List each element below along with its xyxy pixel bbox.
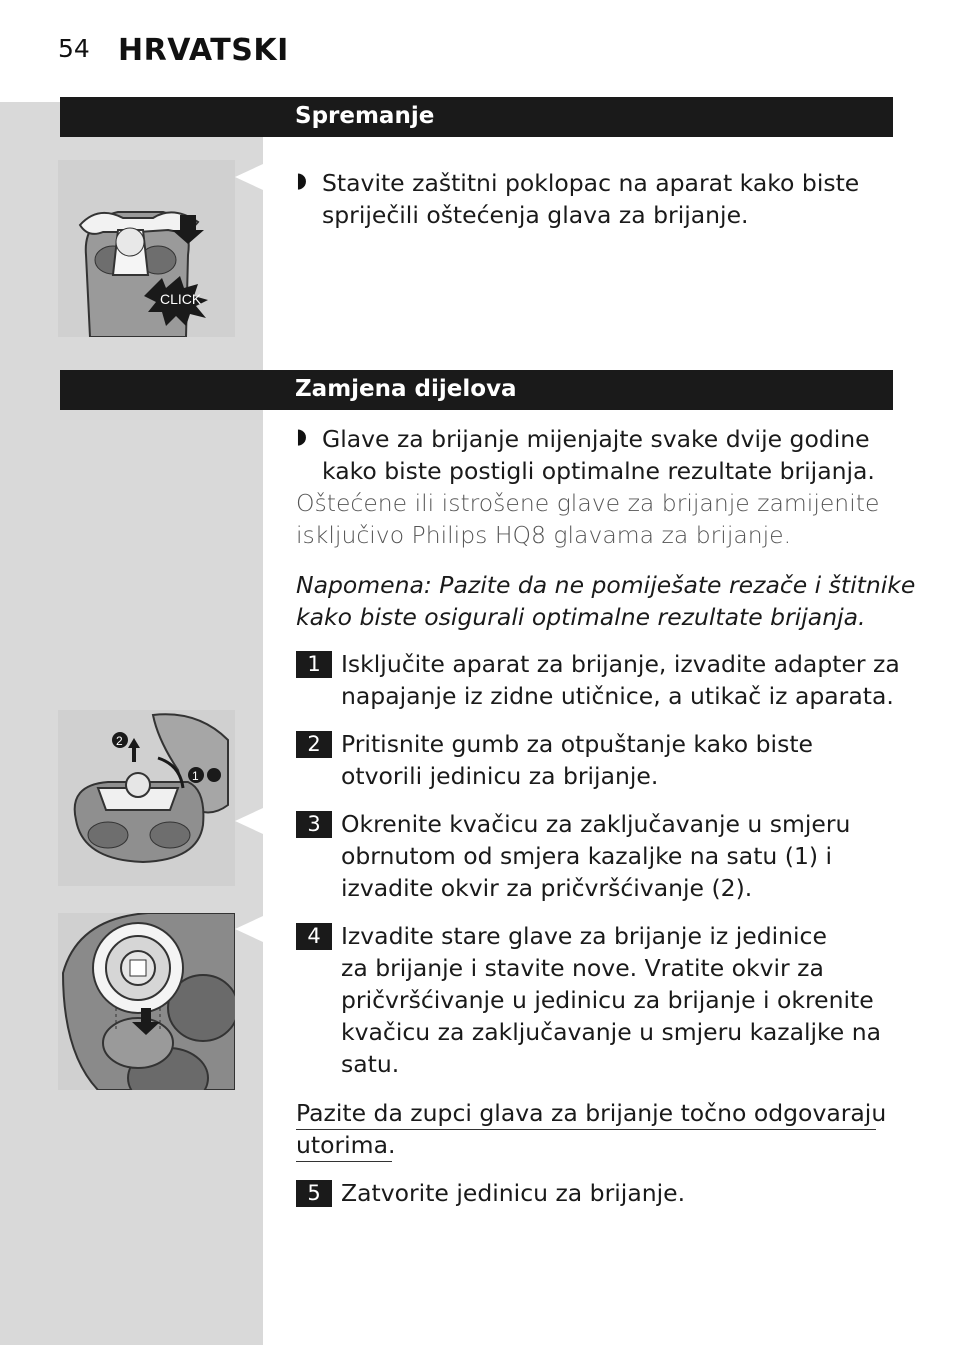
shaving-heads-illustration <box>58 913 235 1090</box>
text-line: Napomena: Pazite da ne pomiješate rezače i štitnike <box>296 571 916 599</box>
unlock-icon <box>207 768 221 782</box>
section-title-storage: Spremanje <box>295 103 435 129</box>
text-line: napajanje iz zidne utičnice, a utikač iz aparata. <box>341 682 894 710</box>
step-number: 1 <box>296 651 332 678</box>
text-line: izvadite okvir za pričvršćivanje (2). <box>341 874 753 902</box>
marker-2-label: 2 <box>116 734 123 748</box>
bullet-icon: ◗ <box>296 424 308 448</box>
text-line: spriječili oštećenja glava za brijanje. <box>322 201 749 229</box>
text-line: obrnutom od smjera kazaljke na satu (1) i <box>341 842 833 870</box>
step-text <box>341 920 881 1080</box>
text-line: pričvršćivanje u jedinicu za brijanje i okrenite <box>341 986 874 1014</box>
step-text <box>341 648 900 712</box>
text-line: isključivo Philips HQ8 glavama za brijanje. <box>296 521 792 549</box>
text-line: Pazite da zupci glava za brijanje točno odgovaraju <box>296 1099 887 1127</box>
section-header-replacement <box>60 370 893 410</box>
text-line: Isključite aparat za brijanje, izvadite adapter za <box>341 650 900 678</box>
text-line: Zatvorite jedinicu za brijanje. <box>341 1179 686 1207</box>
tip-underline <box>296 1161 392 1162</box>
text-line: Stavite zaštitni poklopac na aparat kako biste <box>322 169 860 197</box>
section-title-replacement: Zamjena dijelova <box>295 376 517 402</box>
text-line: Izvadite stare glave za brijanje iz jedinice <box>341 922 827 950</box>
replacement-bullet-text <box>322 423 875 487</box>
text-line: Pritisnite gumb za otpuštanje kako biste <box>341 730 813 758</box>
step-text <box>341 728 813 792</box>
text-line: Okrenite kvačicu za zaključavanje u smjeru <box>341 810 851 838</box>
text-line: kako biste osigurali optimalne rezultate brijanja. <box>296 603 866 631</box>
figure-pointer <box>235 808 263 834</box>
shaving-unit-illustration <box>58 710 235 886</box>
text-line: Oštećene ili istrošene glave za brijanje zamijenite <box>296 489 880 517</box>
text-line: satu. <box>341 1050 400 1078</box>
step-number: 3 <box>296 811 332 838</box>
language-heading: HRVATSKI <box>118 33 289 68</box>
text-line: Glave za brijanje mijenjajte svake dvije godine <box>322 425 870 453</box>
text-line: kako biste postigli optimalne rezultate brijanja. <box>322 457 875 485</box>
step-text <box>341 808 850 904</box>
step-number: 4 <box>296 923 332 950</box>
tip-underline <box>296 1129 876 1130</box>
bullet-icon: ◗ <box>296 168 308 192</box>
text-line: utorima. <box>296 1131 396 1159</box>
step-text <box>341 1177 685 1209</box>
figure-replace-heads <box>58 913 235 1090</box>
section-header-storage <box>60 97 893 137</box>
marker-1-label: 1 <box>192 769 199 783</box>
note-text <box>296 569 915 633</box>
page-number: 54 <box>58 34 90 63</box>
shaver-cap-illustration <box>58 160 235 337</box>
click-label: CLICK <box>160 291 202 307</box>
text-line: za brijanje i stavite nove. Vratite okvir za <box>341 954 824 982</box>
step-number: 2 <box>296 731 332 758</box>
replacement-info-text <box>296 487 879 551</box>
text-line: kvačicu za zaključavanje u smjeru kazaljke na <box>341 1018 882 1046</box>
figure-open-shaving-unit <box>58 710 235 886</box>
step-number: 5 <box>296 1180 332 1207</box>
text-line: otvorili jedinicu za brijanje. <box>341 762 659 790</box>
figure-protection-cap <box>58 160 235 337</box>
figure-pointer <box>235 916 263 942</box>
storage-bullet-text <box>322 167 859 231</box>
figure-pointer <box>235 164 263 190</box>
